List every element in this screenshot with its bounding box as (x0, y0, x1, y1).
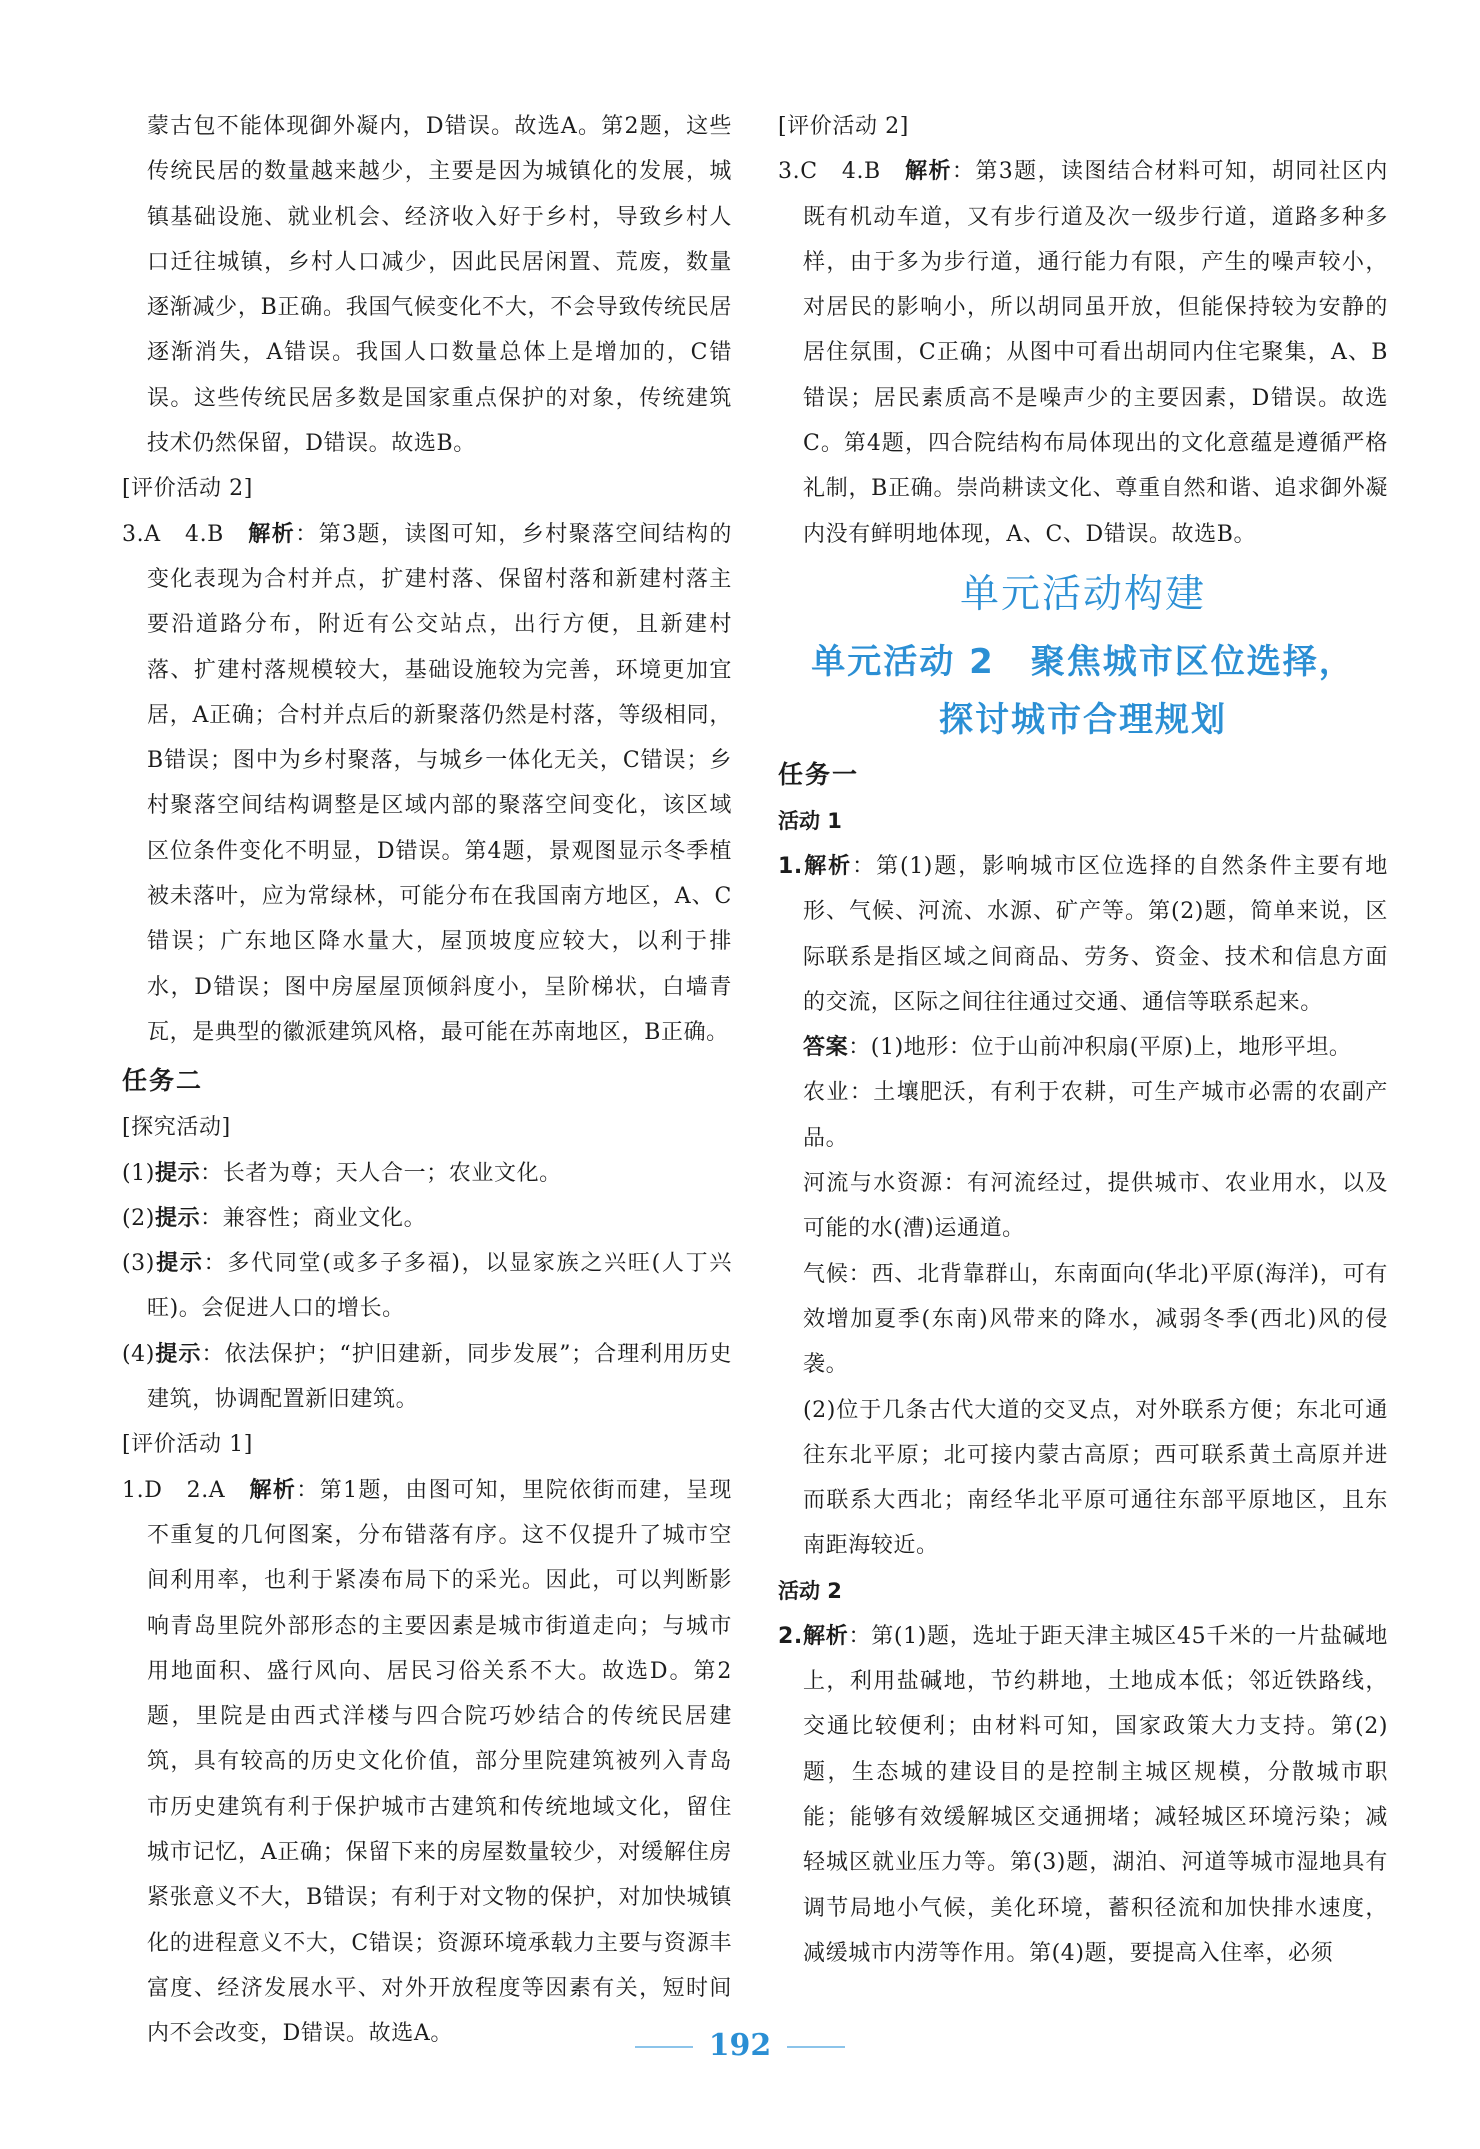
hint-keyword: 提示 (154, 1341, 202, 1367)
task-one-heading: 任务一 (778, 759, 860, 789)
answer-line: 农业：土壤肥沃，有利于农耕，可生产城市必需的农副产品。 (803, 1080, 1388, 1151)
activity-1-heading: 活动 1 (778, 808, 842, 833)
task-two-heading: 任务二 (122, 1066, 204, 1096)
hint-item (122, 1241, 732, 1332)
hint-text: ：依法保护；“护旧建新，同步发展”；合理利用历史建筑，协调配置新旧建筑。 (147, 1341, 732, 1413)
question-number: 1. (778, 853, 803, 879)
unit-section-title: 单元活动构建 (959, 571, 1206, 617)
analysis-text: ：第(1)题，选址于距天津主城区45千米的一片盐碱地上，利用盐碱地，节约耕地，土地成本低；邻近铁路线，交通比较便利；由材料可知，国家政策大力支持。第(2)题，生态城的建设目的是控制主城区规模，分散城市职能；能够有效缓解城区交通拥堵；减轻城区环境污染；减轻城区就业压力等。第(3)题，湖泊、河道等城市湿地具有调节局地小气候，美化环境，蓄积径流和加快排水速度，减缓城市内涝等作用。第(4)题，要提高入住率，必须 (803, 1623, 1389, 1966)
hint-text: ：长者为尊；天人合一；农业文化。 (200, 1160, 562, 1186)
hint-keyword: 提示 (154, 1160, 201, 1186)
analysis-keyword: 解析 (248, 521, 296, 547)
left-column (122, 104, 732, 2056)
unit-activity-title-line-1: 单元活动 2 聚焦城市区位选择， (811, 641, 1355, 682)
hint-keyword: 提示 (154, 1205, 201, 1231)
answer-lead: 3.A 4.B (122, 521, 249, 547)
page-number: 192 (708, 2028, 772, 2063)
footer-left-rule (635, 2046, 693, 2048)
hint-item (122, 1332, 732, 1423)
hint-number: (2) (122, 1205, 155, 1231)
hint-keyword: 提示 (154, 1251, 204, 1277)
hint-item (122, 1151, 732, 1196)
analysis-text: ：第3题，读图可知，乡村聚落空间结构的变化表现为合村并点，扩建村落、保留村落和新建村落主要沿道路分布，附近有公交站点，出行方便，且新建村落、扩建村落规模较大，基础设施较为完善，环境更加宜居，A正确；合村并点后的新聚落仍然是村落，等级相同，B错误；图中为乡村聚落，与城乡一体化无关，C错误；乡村聚落空间结构调整是区域内部的聚落空间变化，该区域区位条件变化不明显，D错误。第4题，景观图显示冬季植被未落叶，应为常绿林，可能分布在我国南方地区，A、C错误；广东地区降水量大，屋顶坡度应较大，以利于排水，D错误；图中房屋屋顶倾斜度小，呈阶梯状，白墙青瓦，是典型的徽派建筑风格，最可能在苏南地区，B正确。 (147, 521, 732, 1045)
answer-line: 河流与水资源：有河流经过，提供城市、农业用水，以及可能的水(漕)运通道。 (803, 1171, 1388, 1242)
hint-text: ：兼容性；商业文化。 (200, 1205, 427, 1231)
activity-2-heading: 活动 2 (778, 1578, 842, 1603)
answer-first-line (778, 1025, 1388, 1070)
analysis-keyword: 解析 (249, 1477, 297, 1503)
question-1-analysis (778, 844, 1388, 1025)
hint-item (122, 1196, 732, 1241)
eval-activity-2-answer (122, 512, 732, 1056)
eval-activity-1-answer (122, 1468, 732, 2057)
hint-number: (4) (122, 1341, 155, 1367)
eval-activity-2-label: [评价活动 2] (778, 114, 909, 139)
analysis-keyword: 解析 (905, 159, 952, 185)
answer-lead: 3.C 4.B (778, 159, 906, 185)
right-column (778, 104, 1388, 1976)
continued-paragraph: 蒙古包不能体现御外凝内，D错误。故选A。第2题，这些传统民居的数量越来越少，主要是因为城镇化的发展，城镇基础设施、就业机会、经济收入好于乡村，导致乡村人口迁往城镇，乡村人口减少，因此民居闲置、荒废，数量逐渐减少，B正确。我国气候变化不大，不会导致传统民居逐渐消失，A错误。我国人口数量总体上是增加的，C错误。这些传统民居多数是国家重点保护的对象，传统建筑技术仍然保留，D错误。故选B。 (147, 114, 732, 457)
analysis-text: ：第(1)题，影响城市区位选择的自然条件主要有地形、气候、河流、水源、矿产等。第(2)题，简单来说，区际联系是指区域之间商品、劳务、资金、技术和信息方面的交流，区际之间往往通过交通、通信等联系起来。 (803, 853, 1388, 1015)
question-2-analysis (778, 1614, 1388, 1976)
hint-number: (3) (122, 1251, 155, 1277)
eval-activity-2-answer (778, 149, 1388, 557)
question-number: 2. (778, 1623, 803, 1649)
eval-activity-2-label: [评价活动 2] (122, 476, 253, 502)
analysis-text: ：第1题，由图可知，里院依街而建，呈现不重复的几何图案，分布错落有序。这不仅提升了城市空间利用率，也利于紧凑布局下的采光。因此，可以判断影响青岛里院外部形态的主要因素是城市街道走向；与城市用地面积、盛行风向、居民习俗关系不大。故选D。第2题，里院是由西式洋楼与四合院巧妙结合的传统民居建筑，具有较高的历史文化价值，部分里院建筑被列入青岛市历史建筑有利于保护城市古建筑和传统地域文化，留住城市记忆，A正确；保留下来的房屋数量较少，对缓解住房紧张意义不大，B错误；有利于对文物的保护，对加快城镇化的进程意义不大，C错误；资源环境承载力主要与资源丰富度、经济发展水平、对外开放程度等因素有关，短时间内不会改变，D错误。故选A。 (147, 1477, 733, 2047)
explore-activity-label: [探究活动] (122, 1115, 231, 1141)
answer-line: 气候：西、北背靠群山，东南面向(华北)平原(海洋)，可有效增加夏季(东南)风带来的降水，减弱冬季(西北)风的侵袭。 (803, 1261, 1388, 1378)
page-footer (0, 2028, 1480, 2063)
hint-text: ：多代同堂(或多子多福)，以显家族之兴旺(人丁兴旺)。会促进人口的增长。 (147, 1251, 732, 1322)
analysis-keyword: 解析 (802, 853, 853, 879)
analysis-text: ：第3题，读图结合材料可知，胡同社区内既有机动车道，又有步行道及次一级步行道，道路多种多样，由于多为步行道，通行能力有限，产生的噪声较小，对居民的影响小，所以胡同虽开放，但能保持较为安静的居住氛围，C正确；从图中可看出胡同内住宅聚集，A、B错误；居民素质高不是噪声少的主要因素，D错误。故选C。第4题，四合院结构布局体现出的文化意蕴是遵循严格礼制，B正确。崇尚耕读文化、尊重自然和谐、追求御外凝内没有鲜明地体现，A、C、D错误。故选B。 (803, 159, 1389, 547)
analysis-keyword: 解析 (802, 1623, 849, 1649)
unit-activity-title-line-2: 探讨城市合理规划 (939, 699, 1227, 740)
answer-keyword: 答案 (803, 1035, 849, 1061)
hint-number: (1) (122, 1160, 155, 1186)
answer-line: (2)位于几条古代大道的交叉点，对外联系方便；东北可通往东北平原；北可接内蒙古高原；西可联系黄土高原并进而联系大西北；南经华北平原可通往东部平原地区，且东南距海较近。 (803, 1397, 1388, 1559)
answer-lead: 1.D 2.A (122, 1477, 250, 1503)
eval-activity-1-label: [评价活动 1] (122, 1432, 253, 1458)
answer-text: ：(1)地形：位于山前冲积扇(平原)上，地形平坦。 (848, 1035, 1352, 1061)
footer-right-rule (787, 2046, 845, 2048)
